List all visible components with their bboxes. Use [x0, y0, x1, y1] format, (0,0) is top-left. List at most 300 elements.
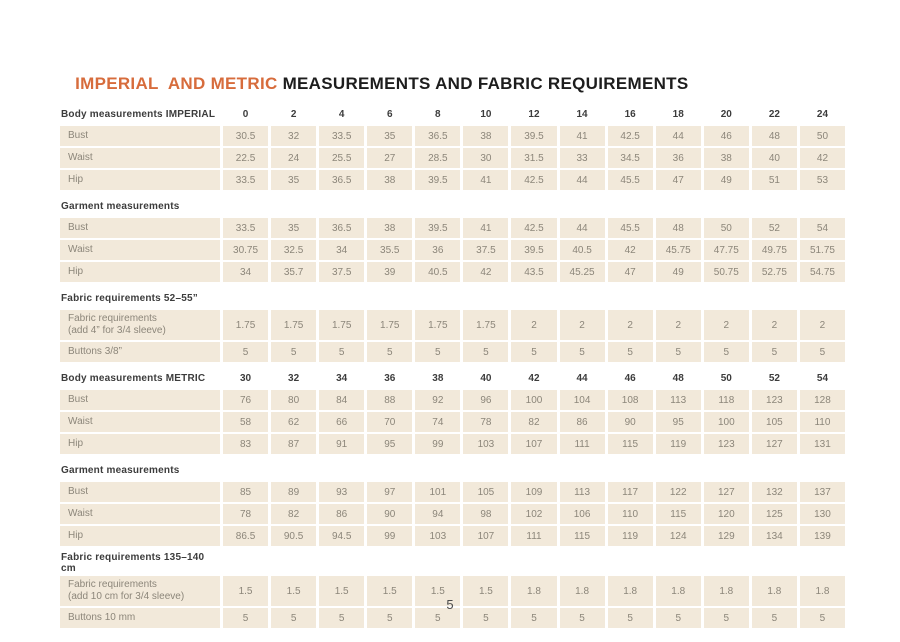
value-cell: 111 [511, 526, 556, 546]
row-label-text: Hip [68, 438, 84, 449]
value-cell: 50.75 [704, 262, 749, 282]
value-cell: 32 [271, 126, 316, 146]
size-header-cell [560, 288, 605, 308]
value-cell: 5 [800, 608, 845, 628]
size-header-cell: 38 [432, 372, 444, 384]
row-label-text: Fabric requirements [68, 313, 157, 324]
value-cell: 25.5 [319, 148, 364, 168]
value-cell: 1.8 [800, 576, 845, 606]
row-label-text: Bust [68, 130, 89, 141]
value-cell: 5 [560, 608, 605, 628]
value-cell: 123 [752, 390, 797, 410]
row-sublabel-text: (add 10 cm for 3/4 sleeve) [68, 591, 185, 602]
value-cell: 110 [608, 504, 653, 524]
value-cell: 2 [511, 310, 556, 340]
value-cell: 5 [608, 608, 653, 628]
value-cell: 131 [800, 434, 845, 454]
value-cell: 54 [800, 218, 845, 238]
size-header-cell [415, 460, 460, 480]
size-header-cell [271, 552, 316, 574]
value-cell: 45.75 [656, 240, 701, 260]
value-cell: 115 [608, 434, 653, 454]
table-section [60, 104, 845, 190]
value-cell: 46 [704, 126, 749, 146]
value-cell: 5 [319, 342, 364, 362]
value-cell: 36.5 [415, 126, 460, 146]
row-label [60, 482, 220, 502]
size-header-cell [608, 552, 653, 574]
size-header-cell: 30 [239, 372, 252, 384]
value-cell: 32.5 [271, 240, 316, 260]
size-header-cell: 48 [672, 372, 684, 384]
value-cell: 5 [752, 608, 797, 628]
value-cell: 42 [463, 262, 508, 282]
value-cell: 38 [704, 148, 749, 168]
size-header-cell: 42 [528, 372, 540, 384]
value-cell: 104 [560, 390, 605, 410]
value-cell: 51.75 [800, 240, 845, 260]
value-cell: 2 [608, 310, 653, 340]
row-label-text: Bust [68, 486, 89, 497]
value-cell: 40 [752, 148, 797, 168]
size-header-cell [511, 552, 556, 574]
size-header-cell: 10 [480, 108, 492, 120]
size-header-cell: 46 [624, 372, 636, 384]
value-cell: 2 [800, 310, 845, 340]
size-header-cell [511, 460, 556, 480]
value-cell: 115 [560, 526, 605, 546]
size-header-cell: 12 [528, 108, 540, 120]
value-cell: 110 [800, 412, 845, 432]
value-cell: 1.8 [704, 576, 749, 606]
section-grid [60, 288, 845, 362]
value-cell: 132 [752, 482, 797, 502]
size-header-cell: 40 [480, 372, 492, 384]
row-label-text: Fabric requirements [68, 579, 157, 590]
value-cell: 49 [656, 262, 701, 282]
section-grid [60, 196, 845, 282]
value-cell: 95 [367, 434, 412, 454]
value-cell: 100 [704, 412, 749, 432]
size-header-cell [319, 552, 364, 574]
size-header-cell [704, 460, 749, 480]
value-cell: 113 [656, 390, 701, 410]
size-header-cell [463, 196, 508, 216]
table-section [60, 288, 845, 362]
size-header-cell [463, 288, 508, 308]
value-cell: 30 [463, 148, 508, 168]
size-header-cell [415, 552, 460, 574]
row-label [60, 126, 220, 146]
value-cell: 50 [704, 218, 749, 238]
row-label-text: Waist [68, 244, 93, 255]
row-label [60, 262, 220, 282]
value-cell: 85 [223, 482, 268, 502]
value-cell: 39.5 [415, 170, 460, 190]
size-header-cell [800, 552, 845, 574]
row-label [60, 240, 220, 260]
value-cell: 117 [608, 482, 653, 502]
size-header-cell [463, 552, 508, 574]
value-cell: 98 [463, 504, 508, 524]
value-cell: 93 [319, 482, 364, 502]
size-header-cell [415, 196, 460, 216]
size-header-cell [511, 196, 556, 216]
value-cell: 74 [415, 412, 460, 432]
value-cell: 1.5 [367, 576, 412, 606]
value-cell: 84 [319, 390, 364, 410]
value-cell: 103 [415, 526, 460, 546]
size-header-cell [752, 288, 797, 308]
value-cell: 35 [271, 218, 316, 238]
size-header-cell [367, 288, 412, 308]
value-cell: 5 [415, 608, 460, 628]
value-cell: 33 [560, 148, 605, 168]
value-cell: 91 [319, 434, 364, 454]
value-cell: 1.8 [656, 576, 701, 606]
value-cell: 1.5 [319, 576, 364, 606]
value-cell: 102 [511, 504, 556, 524]
value-cell: 94.5 [319, 526, 364, 546]
value-cell: 42 [608, 240, 653, 260]
size-header-cell [704, 288, 749, 308]
size-header-cell [271, 460, 316, 480]
value-cell: 127 [704, 482, 749, 502]
value-cell: 123 [704, 434, 749, 454]
value-cell: 33.5 [223, 218, 268, 238]
value-cell: 44 [656, 126, 701, 146]
value-cell: 82 [271, 504, 316, 524]
value-cell: 27 [367, 148, 412, 168]
value-cell: 49 [704, 170, 749, 190]
size-header-cell [656, 552, 701, 574]
value-cell: 105 [463, 482, 508, 502]
measurements-table [60, 104, 845, 628]
value-cell: 83 [223, 434, 268, 454]
value-cell: 28.5 [415, 148, 460, 168]
size-header-cell: 0 [242, 108, 249, 120]
value-cell: 99 [367, 526, 412, 546]
value-cell: 38 [367, 218, 412, 238]
row-label [60, 434, 220, 454]
page-title-accent: IMPERIAL AND METRIC [75, 74, 283, 93]
value-cell: 5 [608, 342, 653, 362]
value-cell: 87 [271, 434, 316, 454]
size-header-cell [560, 196, 605, 216]
value-cell: 35.7 [271, 262, 316, 282]
size-header-cell: 8 [435, 108, 441, 120]
value-cell: 134 [752, 526, 797, 546]
value-cell: 94 [415, 504, 460, 524]
value-cell: 1.5 [271, 576, 316, 606]
value-cell: 48 [656, 218, 701, 238]
row-label-text: Waist [68, 508, 93, 519]
value-cell: 5 [704, 608, 749, 628]
row-label-text: Buttons 3/8” [68, 346, 122, 357]
value-cell: 39.5 [415, 218, 460, 238]
size-header-cell: 52 [768, 372, 780, 384]
value-cell: 39.5 [511, 126, 556, 146]
size-header-cell: 4 [338, 108, 345, 120]
value-cell: 1.8 [752, 576, 797, 606]
value-cell: 5 [704, 342, 749, 362]
value-cell: 5 [511, 608, 556, 628]
size-header-cell: 44 [576, 372, 588, 384]
value-cell: 122 [656, 482, 701, 502]
value-cell: 5 [271, 608, 316, 628]
value-cell: 86.5 [223, 526, 268, 546]
value-cell: 82 [511, 412, 556, 432]
value-cell: 70 [367, 412, 412, 432]
value-cell: 36 [656, 148, 701, 168]
size-header-cell: 2 [290, 108, 297, 120]
value-cell: 78 [223, 504, 268, 524]
size-header-cell [223, 552, 268, 574]
row-label-text: Hip [68, 530, 84, 541]
size-header-cell [608, 196, 653, 216]
value-cell: 5 [656, 608, 701, 628]
value-cell: 107 [511, 434, 556, 454]
section-header-label: Garment measurements [61, 464, 180, 476]
value-cell: 45.5 [608, 218, 653, 238]
size-header-cell [608, 288, 653, 308]
value-cell: 45.25 [560, 262, 605, 282]
value-cell: 41 [463, 218, 508, 238]
size-header-cell [656, 196, 701, 216]
page-title-rest: MEASUREMENTS AND FABRIC REQUIREMENTS [282, 74, 689, 93]
size-header-cell: 54 [816, 372, 829, 384]
size-header-cell [752, 552, 797, 574]
value-cell: 58 [223, 412, 268, 432]
value-cell: 103 [463, 434, 508, 454]
value-cell: 5 [415, 342, 460, 362]
value-cell: 109 [511, 482, 556, 502]
row-label-text: Hip [68, 174, 84, 185]
size-header-cell [319, 288, 364, 308]
value-cell: 105 [752, 412, 797, 432]
table-section [60, 368, 845, 454]
value-cell: 1.8 [608, 576, 653, 606]
row-label [60, 342, 220, 362]
row-label-text: Bust [68, 222, 89, 233]
value-cell: 34.5 [608, 148, 653, 168]
size-header-cell [367, 460, 412, 480]
value-cell: 41 [560, 126, 605, 146]
value-cell: 86 [319, 504, 364, 524]
value-cell: 30.5 [223, 126, 268, 146]
value-cell: 33.5 [223, 170, 268, 190]
value-cell: 90 [367, 504, 412, 524]
size-header-cell [415, 288, 460, 308]
value-cell: 48 [752, 126, 797, 146]
value-cell: 95 [656, 412, 701, 432]
value-cell: 128 [800, 390, 845, 410]
value-cell: 119 [608, 526, 653, 546]
section-header-label: Fabric requirements 52–55” [61, 292, 198, 304]
value-cell: 107 [463, 526, 508, 546]
section-header-label: Fabric requirements 135–140 cm [61, 552, 205, 574]
table-section [60, 460, 845, 546]
value-cell: 5 [560, 342, 605, 362]
value-cell: 24 [271, 148, 316, 168]
size-header-cell [560, 460, 605, 480]
size-header-cell: 24 [816, 108, 829, 120]
value-cell: 1.5 [463, 576, 508, 606]
row-label [60, 170, 220, 190]
size-header-cell [511, 288, 556, 308]
size-header-cell [560, 552, 605, 574]
size-header-cell [463, 460, 508, 480]
value-cell: 5 [271, 342, 316, 362]
value-cell: 137 [800, 482, 845, 502]
value-cell: 125 [752, 504, 797, 524]
value-cell: 5 [463, 342, 508, 362]
value-cell: 45.5 [608, 170, 653, 190]
row-sublabel-text: (add 4” for 3/4 sleeve) [68, 325, 166, 336]
value-cell: 36 [415, 240, 460, 260]
value-cell: 42.5 [608, 126, 653, 146]
value-cell: 120 [704, 504, 749, 524]
value-cell: 1.75 [319, 310, 364, 340]
section-header-label: Body measurements IMPERIAL [61, 108, 216, 120]
value-cell: 5 [367, 342, 412, 362]
value-cell: 5 [752, 342, 797, 362]
value-cell: 130 [800, 504, 845, 524]
value-cell: 5 [223, 608, 268, 628]
value-cell: 5 [800, 342, 845, 362]
size-header-cell: 50 [720, 372, 732, 384]
value-cell: 35 [367, 126, 412, 146]
value-cell: 36.5 [319, 218, 364, 238]
size-header-cell: 34 [336, 372, 348, 384]
row-label [60, 148, 220, 168]
value-cell: 2 [656, 310, 701, 340]
value-cell: 30.75 [223, 240, 268, 260]
row-label [60, 310, 220, 340]
size-header-cell [271, 288, 316, 308]
value-cell: 113 [560, 482, 605, 502]
size-header-cell [223, 288, 268, 308]
size-header-cell [656, 288, 701, 308]
value-cell: 31.5 [511, 148, 556, 168]
value-cell: 5 [223, 342, 268, 362]
size-header-cell: 6 [386, 108, 393, 120]
value-cell: 111 [560, 434, 605, 454]
row-label-text: Waist [68, 152, 93, 163]
value-cell: 2 [560, 310, 605, 340]
value-cell: 1.75 [223, 310, 268, 340]
size-header-cell [656, 460, 701, 480]
value-cell: 40.5 [560, 240, 605, 260]
section-header-label: Body measurements METRIC [61, 372, 206, 384]
value-cell: 39.5 [511, 240, 556, 260]
value-cell: 62 [271, 412, 316, 432]
value-cell: 5 [463, 608, 508, 628]
size-header-cell [704, 552, 749, 574]
value-cell: 1.75 [271, 310, 316, 340]
value-cell: 90 [608, 412, 653, 432]
page-number: 5 [446, 597, 454, 612]
value-cell: 53 [800, 170, 845, 190]
size-header-cell [752, 460, 797, 480]
value-cell: 139 [800, 526, 845, 546]
row-label [60, 390, 220, 410]
value-cell: 52 [752, 218, 797, 238]
value-cell: 5 [511, 342, 556, 362]
size-header-cell: 16 [624, 108, 636, 120]
value-cell: 47 [656, 170, 701, 190]
table-section [60, 196, 845, 282]
value-cell: 115 [656, 504, 701, 524]
value-cell: 36.5 [319, 170, 364, 190]
value-cell: 1.8 [560, 576, 605, 606]
size-header-cell [704, 196, 749, 216]
value-cell: 40.5 [415, 262, 460, 282]
value-cell: 108 [608, 390, 653, 410]
value-cell: 97 [367, 482, 412, 502]
value-cell: 2 [704, 310, 749, 340]
value-cell: 92 [415, 390, 460, 410]
size-header-cell [367, 196, 412, 216]
value-cell: 124 [656, 526, 701, 546]
row-label [60, 218, 220, 238]
value-cell: 54.75 [800, 262, 845, 282]
size-header-cell [223, 460, 268, 480]
value-cell: 1.5 [223, 576, 268, 606]
value-cell: 42.5 [511, 218, 556, 238]
value-cell: 41 [463, 170, 508, 190]
value-cell: 37.5 [319, 262, 364, 282]
value-cell: 51 [752, 170, 797, 190]
section-grid [60, 460, 845, 546]
value-cell: 37.5 [463, 240, 508, 260]
value-cell: 34 [319, 240, 364, 260]
value-cell: 66 [319, 412, 364, 432]
size-header-cell: 36 [384, 372, 396, 384]
value-cell: 47 [608, 262, 653, 282]
value-cell: 76 [223, 390, 268, 410]
value-cell: 1.75 [367, 310, 412, 340]
size-header-cell [608, 460, 653, 480]
value-cell: 33.5 [319, 126, 364, 146]
value-cell: 90.5 [271, 526, 316, 546]
row-label [60, 526, 220, 546]
value-cell: 35 [271, 170, 316, 190]
row-label-text: Bust [68, 394, 89, 405]
value-cell: 39 [367, 262, 412, 282]
row-label-text: Buttons 10 mm [68, 612, 136, 623]
value-cell: 1.75 [463, 310, 508, 340]
value-cell: 101 [415, 482, 460, 502]
section-grid [60, 552, 845, 628]
value-cell: 89 [271, 482, 316, 502]
value-cell: 49.75 [752, 240, 797, 260]
size-header-cell [800, 460, 845, 480]
value-cell: 100 [511, 390, 556, 410]
value-cell: 52.75 [752, 262, 797, 282]
value-cell: 86 [560, 412, 605, 432]
size-header-cell: 32 [288, 372, 300, 384]
value-cell: 80 [271, 390, 316, 410]
value-cell: 50 [800, 126, 845, 146]
size-header-cell [752, 196, 797, 216]
value-cell: 1.8 [511, 576, 556, 606]
size-header-cell [367, 552, 412, 574]
size-header-cell: 18 [672, 108, 684, 120]
value-cell: 42 [800, 148, 845, 168]
value-cell: 38 [463, 126, 508, 146]
value-cell: 22.5 [223, 148, 268, 168]
